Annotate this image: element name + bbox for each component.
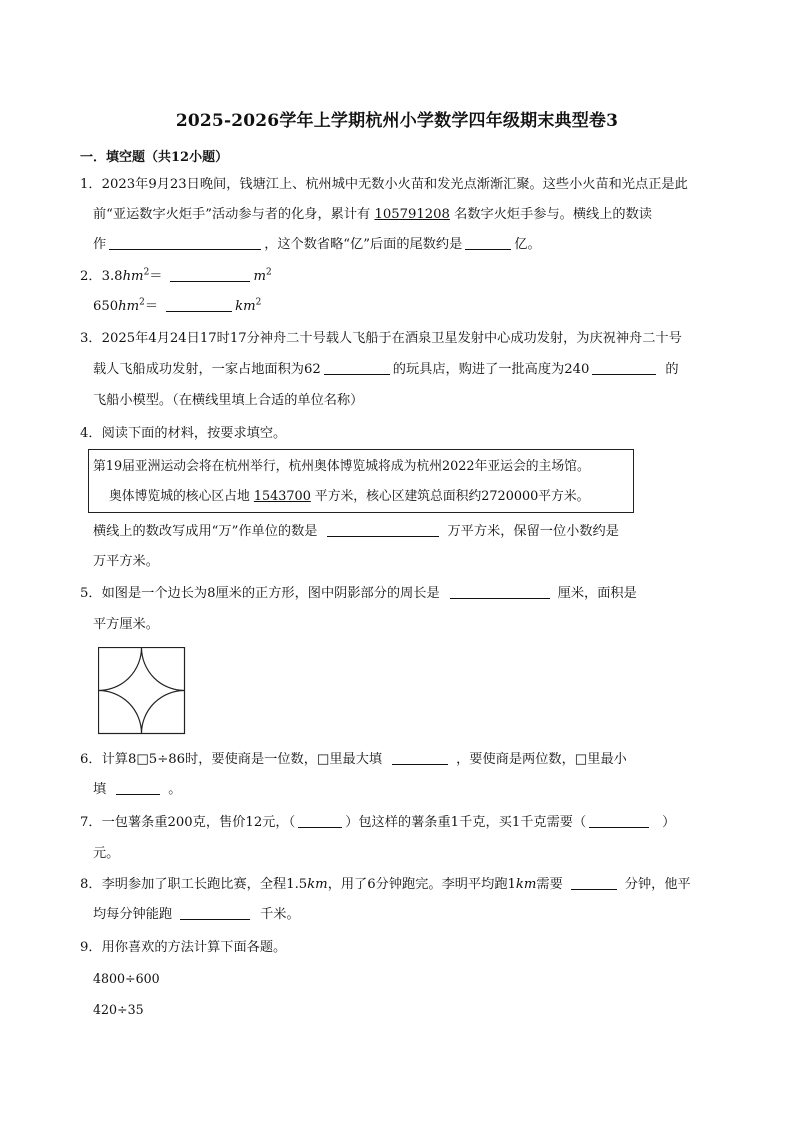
question-1-line-2: 前“亚运数字火炬手”活动参与者的化身，累计有 105791208 名数字火炬手参与。横线上的数读 <box>93 207 652 222</box>
answer-blank[interactable] <box>298 814 342 828</box>
answer-blank[interactable] <box>109 236 261 250</box>
page-title: 2025-2026学年上学期杭州小学数学四年级期末典型卷3 <box>175 111 619 131</box>
question-3-line-1: 3．2025年4月24日17时17分神舟二十号载人飞船于在酒泉卫星发射中心成功发射，为庆祝神舟二十号 <box>80 331 682 346</box>
question-5-line-1: 5．如图是一个边长为8厘米的正方形，图中阴影部分的周长是 厘米，面积是 <box>80 586 637 601</box>
question-4-line-2: 横线上的数改写成用“万”作单位的数是 万平方米，保留一位小数约是 <box>93 524 619 539</box>
question-8-line-1: 8．李明参加了职工长跑比赛，全程1.5km，用了6分钟跑完。李明平均跑1km需要 分钟，他平 <box>80 877 691 892</box>
question-number: 3． <box>80 331 102 346</box>
answer-blank[interactable] <box>592 361 656 375</box>
question-number: 1． <box>80 177 102 192</box>
question-number: 5． <box>80 586 102 601</box>
answer-blank[interactable] <box>116 781 160 795</box>
question-number: 4． <box>80 426 102 441</box>
question-4-line-3: 万平方米。 <box>93 554 159 569</box>
expression-1: 4800÷600 <box>93 971 160 986</box>
question-8-line-2: 均每分钟能跑 千米。 <box>93 907 300 922</box>
question-number: 7． <box>80 815 102 830</box>
square-figure <box>98 647 186 739</box>
answer-blank[interactable] <box>571 876 617 890</box>
answer-blank[interactable] <box>180 906 250 920</box>
question-4-line-1: 4．阅读下面的材料，按要求填空。 <box>80 426 287 441</box>
answer-blank[interactable] <box>327 523 439 537</box>
material-line-2: 奥体博览城的核心区占地 1543700 平方米，核心区建筑总面积约2720000平方米。 <box>109 489 590 504</box>
question-2-line-1: 2．$3.8hm^2= m^2$ <box>80 267 272 284</box>
question-3-line-2: 载人飞船成功发射，一家占地面积为62 的玩具店，购进了一批高度为240 的 <box>93 362 679 377</box>
question-7-line-1: 7．一包薯条重200克，售价12元，（ ）包这样的薯条重1千克，买1千克需要（ ） <box>80 815 676 830</box>
question-number: 9． <box>80 940 102 955</box>
material-line-1: 第19届亚洲运动会将在杭州举行，杭州奥体博览城将成为杭州2022年亚运会的主场馆。 <box>93 459 590 474</box>
question-5-line-2: 平方厘米。 <box>93 617 159 632</box>
square-with-arcs-diagram <box>98 647 186 735</box>
answer-blank[interactable] <box>166 298 232 312</box>
question-2-line-2: $650hm^2= km^2$ <box>93 297 262 314</box>
expression-2: 420÷35 <box>93 1002 144 1017</box>
answer-blank[interactable] <box>450 585 550 599</box>
underlined-number: 105791208 <box>374 207 450 222</box>
question-number: 6． <box>80 752 102 767</box>
answer-blank[interactable] <box>465 236 511 250</box>
answer-blank[interactable] <box>589 814 649 828</box>
question-7-line-2: 元。 <box>93 846 120 861</box>
question-1-line-3: 作 ，这个数省略“亿”后面的尾数约是 亿。 <box>93 237 541 252</box>
answer-blank[interactable] <box>170 268 250 282</box>
question-number: 2． <box>80 269 102 284</box>
question-number: 8． <box>80 877 102 892</box>
question-6-line-1: 6．计算8□5÷86时，要使商是一位数，□里最大填 ，要使商是两位数，□里最小 <box>80 752 627 767</box>
question-6-line-2: 填 。 <box>93 782 182 797</box>
question-3-line-3: 飞船小模型。（在横线里填上合适的单位名称） <box>93 393 364 408</box>
underlined-number: 1543700 <box>253 489 311 504</box>
question-9-line-1: 9．用你喜欢的方法计算下面各题。 <box>80 940 287 955</box>
answer-blank[interactable] <box>324 361 390 375</box>
section-heading: 一．填空题（共12小题） <box>80 150 229 165</box>
answer-blank[interactable] <box>392 751 448 765</box>
question-1-line-1: 1．2023年9月23日晚间，钱塘江上、杭州城中无数小火苗和发光点渐渐汇聚。这些小火苗和光点正是此 <box>80 177 688 192</box>
